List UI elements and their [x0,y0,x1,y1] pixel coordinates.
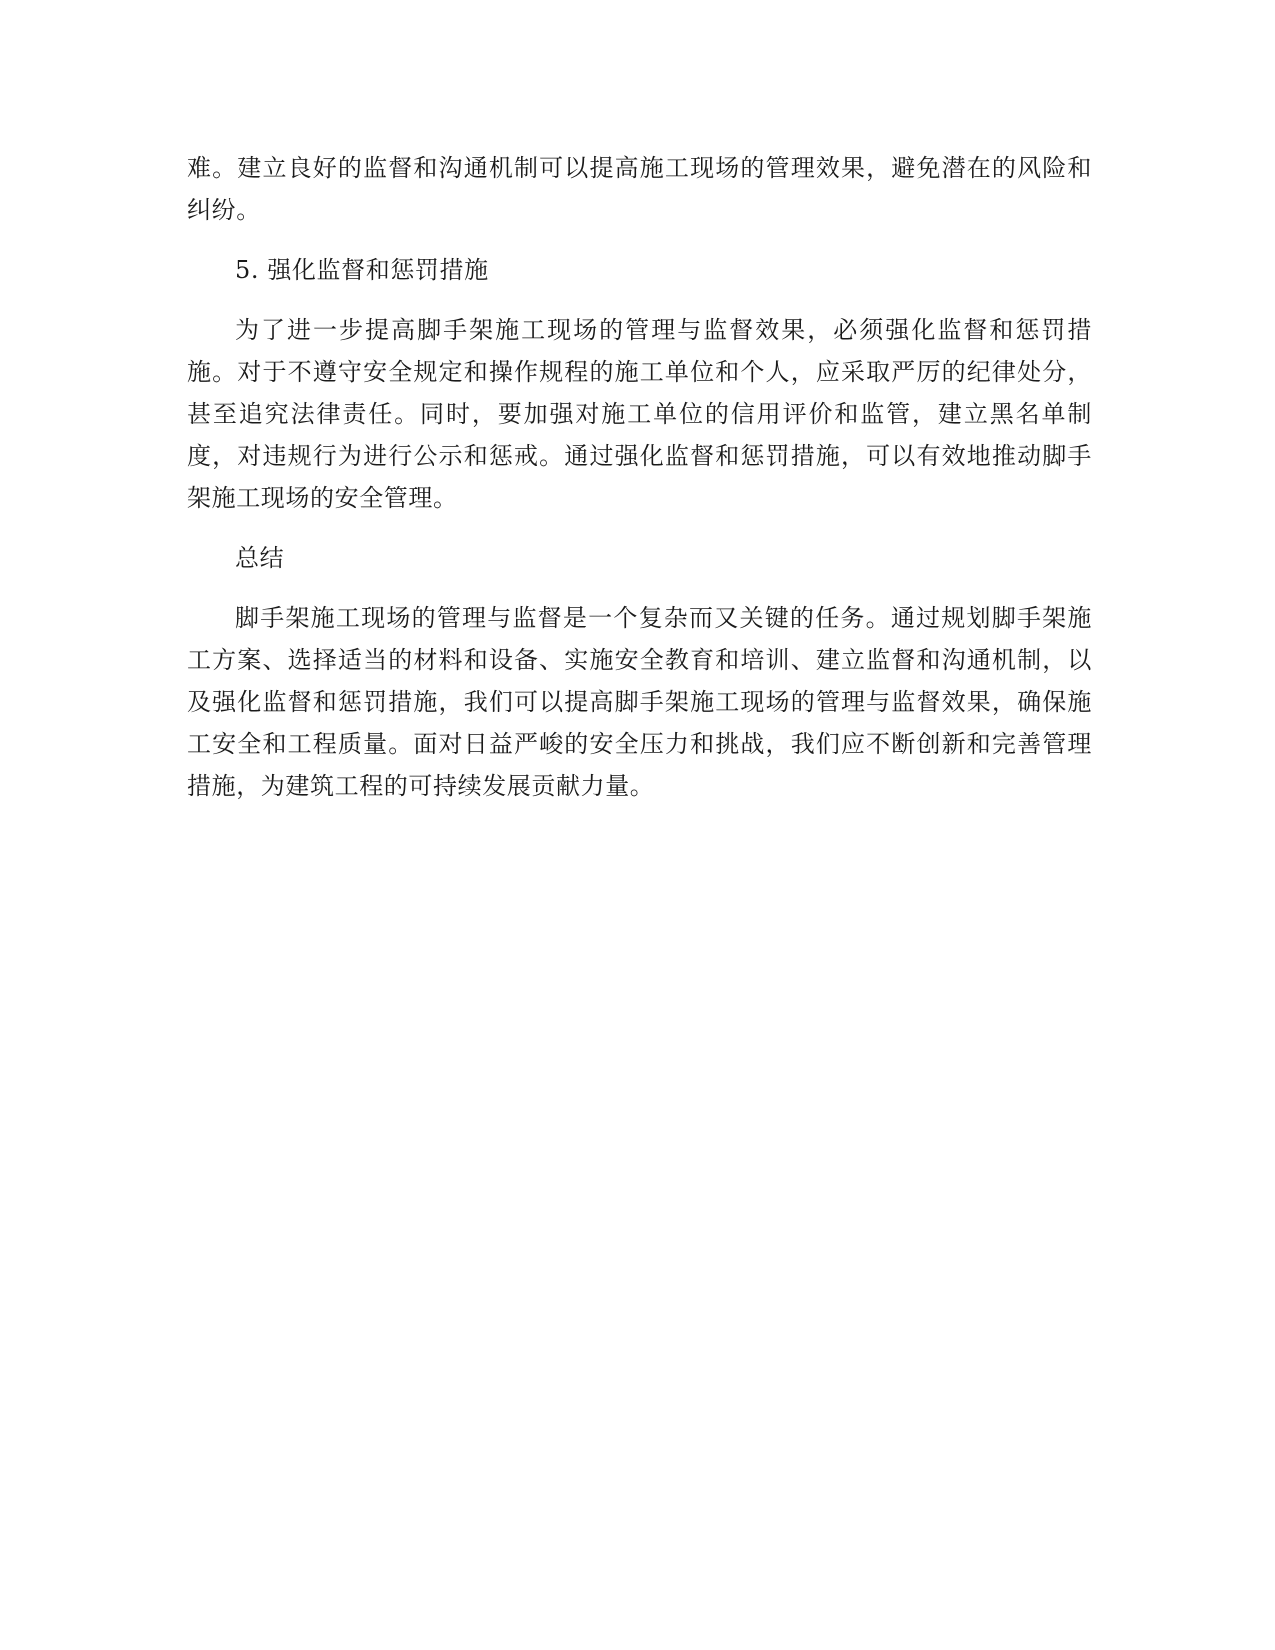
summary-heading: 总结 [235,544,285,572]
section-5-paragraph: 为了进一步提高脚手架施工现场的管理与监督效果，必须强化监督和惩罚措施。对于不遵守安全规定和操作规程的施工单位和个人，应采取严厉的纪律处分，甚至追究法律责任。同时，要加强对施工单位的信用评价和监管，建立黑名单制度，对违规行为进行公示和惩戒。通过强化监督和惩罚措施，可以有效地推动脚手架施工现场的安全管理。 [187,316,1092,512]
continuation-paragraph: 难。建立良好的监督和沟通机制可以提高施工现场的管理效果，避免潜在的风险和纠纷。 [187,154,1092,224]
section-5-heading: 5. 强化监督和惩罚措施 [235,256,489,284]
summary-paragraph: 脚手架施工现场的管理与监督是一个复杂而又关键的任务。通过规划脚手架施工方案、选择适当的材料和设备、实施安全教育和培训、建立监督和沟通机制，以及强化监督和惩罚措施，我们可以提高脚手架施工现场的管理与监督效果，确保施工安全和工程质量。面对日益严峻的安全压力和挑战，我们应不断创新和完善管理措施，为建筑工程的可持续发展贡献力量。 [187,604,1092,800]
document-body [187,147,1092,825]
